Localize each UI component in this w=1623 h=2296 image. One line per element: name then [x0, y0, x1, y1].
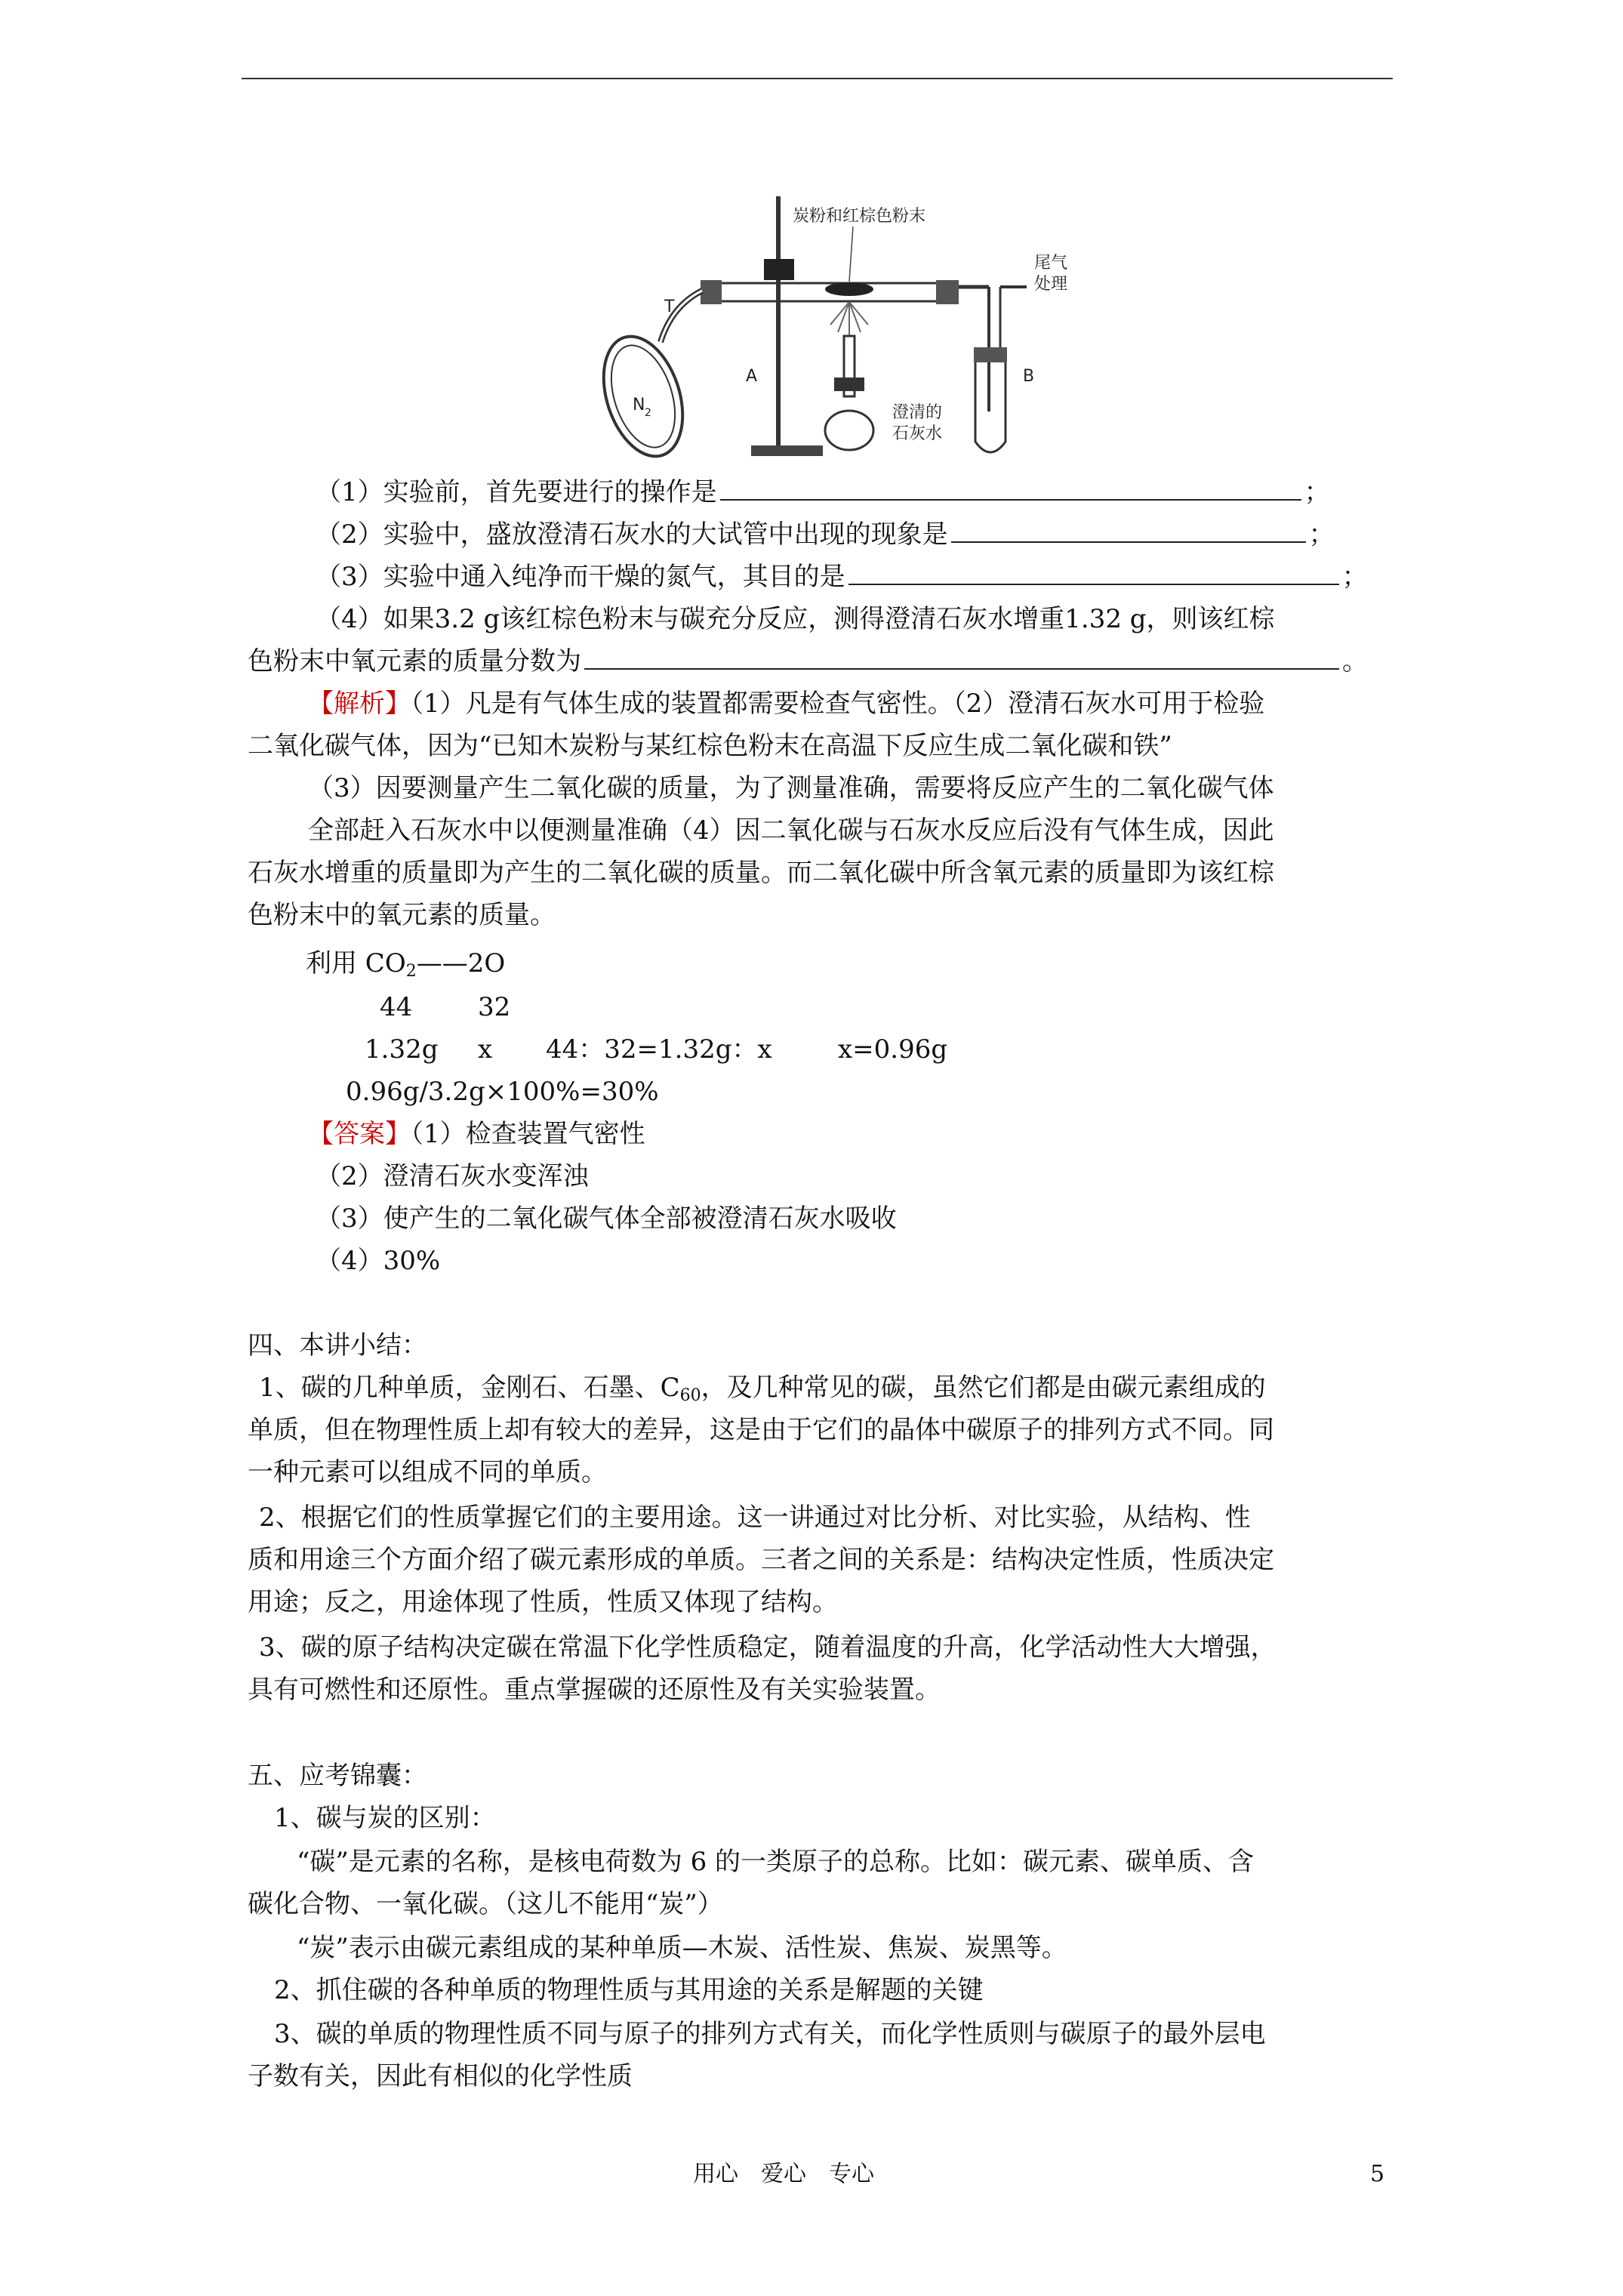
powder: [825, 282, 873, 296]
calc-formula: 利用 $CO_2——2O$: [306, 948, 506, 981]
summary-line-4: 2、根据它们的性质掌握它们的主要用途。这一讲通过对比分析、对比实验，从结构、性: [259, 1502, 1251, 1533]
left-stopper: [701, 280, 722, 304]
analysis-line-1: 【解析】（1）凡是有气体生成的装置都需要检查气密性。（2）澄清石灰水可用于检验: [308, 689, 1265, 719]
calc-row1-a: 44: [380, 992, 413, 1022]
test-tube-stopper: [974, 347, 1007, 362]
answer-blank-2[interactable]: [951, 519, 1306, 543]
tips-heading: 五、应考锦囊：: [248, 1761, 427, 1791]
question-3: （3）实验中通入纯净而干燥的氮气，其目的是 ；: [316, 562, 1368, 592]
tips-line-2: “碳”是元素的名称，是核电荷数为 6 的一类原子的总称。比如：碳元素、碳单质、含: [297, 1847, 1255, 1877]
burner-base: [825, 411, 873, 450]
stand-rod: [776, 196, 781, 449]
label-lime-2: 石灰水: [892, 424, 943, 443]
summary-line-1: 1、碳的几种单质，金刚石、石墨、$C_{60}$，及几种常见的碳，虽然它们都是由碳元素组成的: [259, 1373, 1266, 1405]
analysis-line-6: 色粉末中的氧元素的质量。: [248, 900, 556, 930]
tips-line-4: “炭”表示由碳元素组成的某种单质—木炭、活性炭、焦炭、炭黑等。: [297, 1933, 1067, 1963]
right-stopper: [936, 280, 959, 304]
footer-motto: 用心 爱心 专心: [693, 2161, 874, 2187]
label-N2: N: [633, 396, 645, 415]
label-A: A: [746, 367, 758, 386]
answer-tag: 【答案】: [308, 1119, 411, 1149]
question-1: （1）实验前，首先要进行的操作是 ；: [316, 477, 1330, 507]
label-powder: 炭粉和红棕色粉末: [793, 207, 926, 226]
summary-line-7: 3、碳的原子结构决定碳在常温下化学性质稳定，随着温度的升高，化学活动性大大增强，: [259, 1632, 1277, 1663]
label-exhaust-1: 尾气: [1034, 254, 1068, 273]
answer-blank-3[interactable]: [848, 561, 1339, 585]
answer-line-2: （2）澄清石灰水变浑浊: [316, 1161, 589, 1191]
answer-line-1: 【答案】（1）检查装置气密性: [308, 1119, 645, 1149]
label-B: B: [1023, 367, 1035, 386]
tips-line-1: 1、碳与炭的区别：: [274, 1803, 496, 1833]
label-lime-1: 澄清的: [892, 403, 943, 422]
question-4: （4）如果3.2 g该红棕色粉末与碳充分反应，测得澄清石灰水增重1.32 g，则该红棕: [316, 604, 1275, 634]
tips-line-3: 碳化合物、一氧化碳。（这儿不能用“炭”）: [248, 1889, 723, 1919]
label-T: T: [664, 297, 675, 316]
apparatus-diagram: [589, 193, 1132, 472]
header-rule: [242, 78, 1393, 79]
analysis-line-3: （3）因要测量产生二氧化碳的质量，为了测量准确，需要将反应产生的二氧化碳气体: [308, 773, 1274, 803]
question-4-cont: 色粉末中氧元素的质量分数为 。: [248, 646, 1368, 676]
clamp: [764, 259, 794, 280]
analysis-tag: 【解析】: [308, 689, 411, 719]
answer-line-4: （4）30%: [316, 1246, 441, 1276]
calc-row2-d: x=0.96g: [838, 1034, 948, 1065]
summary-line-8: 具有可燃性和还原性。重点掌握碳的还原性及有关实验装置。: [248, 1675, 941, 1705]
answer-blank-4[interactable]: [584, 646, 1339, 670]
calc-row3: 0.96g/3.2g×100%=30%: [346, 1077, 659, 1107]
calc-row2-a: 1.32g: [365, 1034, 439, 1065]
analysis-line-5: 石灰水增重的质量即为产生的二氧化碳的质量。而二氧化碳中所含氧元素的质量即为该红棕: [248, 858, 1274, 888]
summary-line-3: 一种元素可以组成不同的单质。: [248, 1457, 607, 1487]
calc-row1-b: 32: [478, 992, 511, 1022]
summary-line-5: 质和用途三个方面介绍了碳元素形成的单质。三者之间的关系是：结构决定性质，性质决定: [248, 1545, 1274, 1575]
label-N2-sub: 2: [645, 407, 651, 419]
answer-blank-1[interactable]: [720, 476, 1301, 501]
page-number: 5: [1370, 2161, 1385, 2187]
burner-support: [834, 378, 864, 391]
analysis-line-4: 全部赶入石灰水中以便测量准确（4）因二氧化碳与石灰水反应后没有气体生成，因此: [308, 815, 1274, 846]
flame: [830, 302, 868, 336]
question-2: （2）实验中，盛放澄清石灰水的大试管中出现的现象是 ；: [316, 519, 1335, 550]
summary-line-2: 单质，但在物理性质上却有较大的差异，这是由于它们的晶体中碳原子的排列方式不同。同: [248, 1415, 1274, 1445]
calc-row2-c: 44：32=1.32g：x: [546, 1034, 772, 1065]
label-exhaust-2: 处理: [1034, 275, 1068, 294]
tips-line-6: 3、碳的单质的物理性质不同与原子的排列方式有关，而化学性质则与碳原子的最外层电: [274, 2019, 1266, 2049]
summary-line-6: 用途；反之，用途体现了性质，性质又体现了结构。: [248, 1587, 838, 1617]
calc-row2-b: x: [478, 1034, 493, 1065]
analysis-line-2: 二氧化碳气体，因为“已知木炭粉与某红棕色粉末在高温下反应生成二氧化碳和铁”: [248, 731, 1172, 761]
tips-line-5: 2、抓住碳的各种单质的物理性质与其用途的关系是解题的关键: [274, 1975, 984, 2005]
tips-line-7: 子数有关，因此有相似的化学性质: [248, 2061, 633, 2091]
summary-heading: 四、本讲小结：: [248, 1330, 427, 1361]
stand-base: [751, 445, 823, 456]
answer-line-3: （3）使产生的二氧化碳气体全部被澄清石灰水吸收: [316, 1203, 897, 1234]
